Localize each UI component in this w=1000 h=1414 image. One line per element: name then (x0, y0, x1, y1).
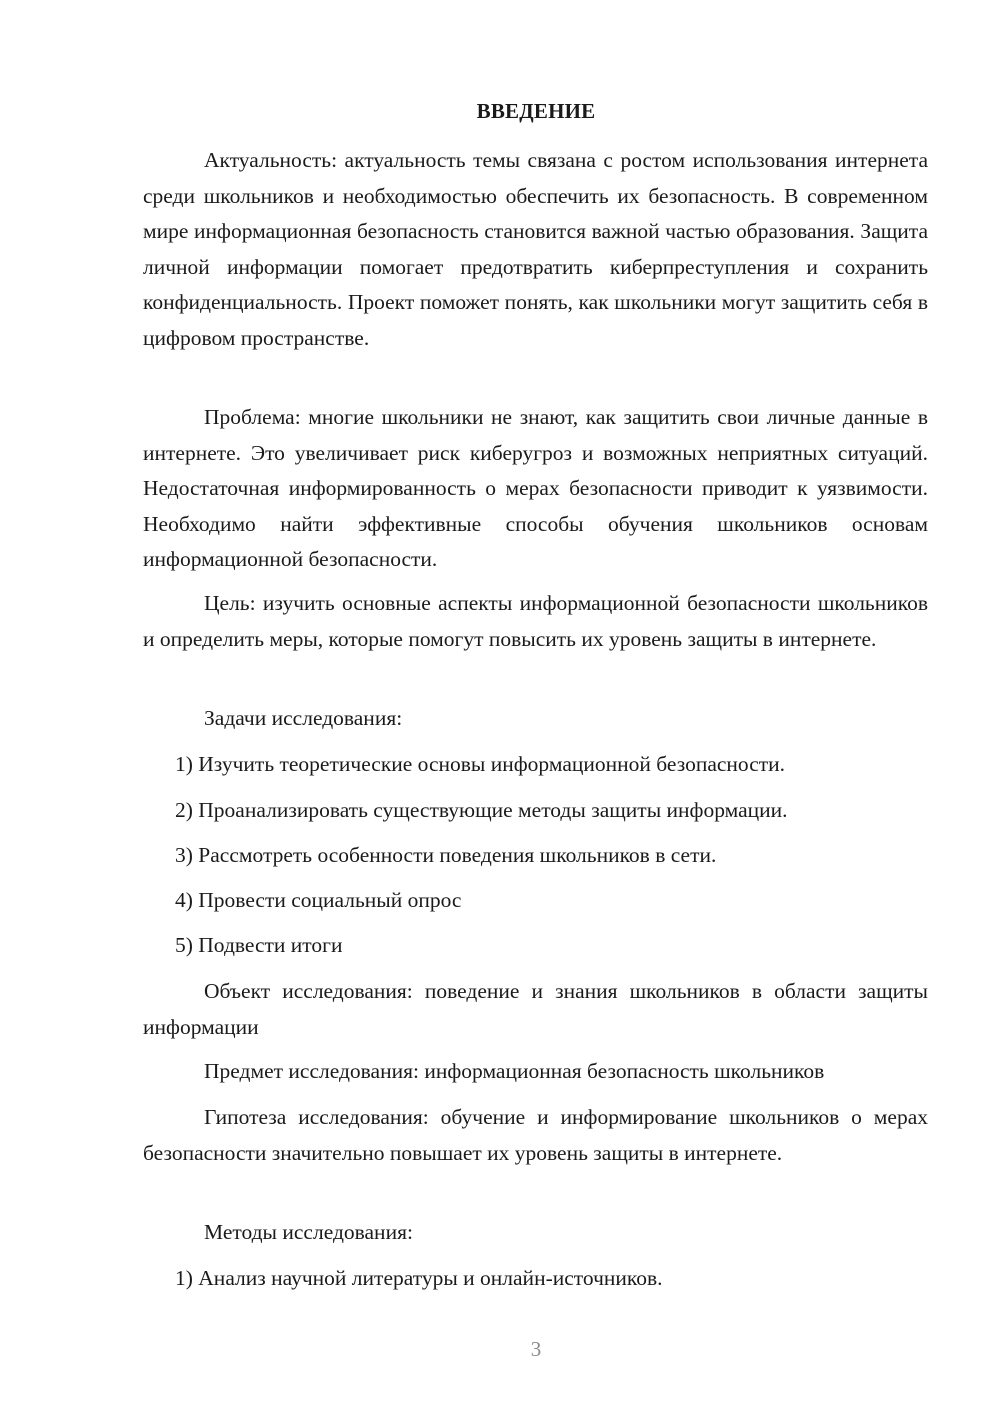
goal-paragraph (143, 586, 928, 657)
method-item-1: 1) Анализ научной литературы и онлайн-источников. (175, 1266, 663, 1290)
hypothesis-paragraph (143, 1100, 928, 1171)
methods-list-item (143, 1261, 928, 1297)
task-item-2: 2) Проанализировать существующие методы защиты информации. (175, 798, 788, 822)
tasks-title: Задачи исследования: (204, 706, 403, 730)
relevance-text: Актуальность: актуальность темы связана с ростом использования интернета среди школьников и необходимостью обеспечить их безопасность. В современном мире информационная безопасность становится важной частью образования. Защита личной информации помогает предотвратить киберпреступления и сохранить конфиденциальность. Проект поможет понять, как школьники могут защитить себя в цифровом пространстве. (143, 148, 928, 350)
hypothesis-text: Гипотеза исследования: обучение и информирование школьников о мерах безопасности значительно повышает их уровень защиты в интернете. (143, 1105, 928, 1165)
methods-title: Методы исследования: (204, 1220, 413, 1244)
relevance-paragraph (143, 143, 928, 356)
subject-paragraph (143, 1054, 928, 1090)
task-item-4: 4) Провести социальный опрос (175, 888, 462, 912)
problem-text: Проблема: многие школьники не знают, как защитить свои личные данные в интернете. Это увеличивает риск киберугроз и возможных неприятных ситуаций. Недостаточная информированность о мерах безопасности приводит к уязвимости. Необходимо найти эффективные способы обучения школьников основам информационной безопасности. (143, 405, 928, 571)
page-title: ВВЕДЕНИЕ (476, 99, 596, 123)
tasks-list-item (143, 838, 928, 874)
goal-text: Цель: изучить основные аспекты информационной безопасности школьников и определить меры, которые помогут повысить их уровень защиты в интернете. (143, 591, 928, 651)
tasks-title-block (143, 701, 928, 737)
tasks-list-item (143, 747, 928, 783)
methods-title-block (143, 1215, 928, 1251)
task-item-3: 3) Рассмотреть особенности поведения школьников в сети. (175, 843, 717, 867)
object-text: Объект исследования: поведение и знания школьников в области защиты информации (143, 979, 928, 1039)
tasks-list-item (143, 928, 928, 964)
object-paragraph (143, 974, 928, 1045)
task-item-1: 1) Изучить теоретические основы информационной безопасности. (175, 752, 786, 776)
tasks-list-item (143, 793, 928, 829)
subject-text: Предмет исследования: информационная безопасность школьников (204, 1059, 825, 1083)
task-item-5: 5) Подвести итоги (175, 933, 343, 957)
problem-paragraph (143, 400, 928, 578)
tasks-list-item (143, 883, 928, 919)
page-number: 3 (530, 1337, 542, 1361)
